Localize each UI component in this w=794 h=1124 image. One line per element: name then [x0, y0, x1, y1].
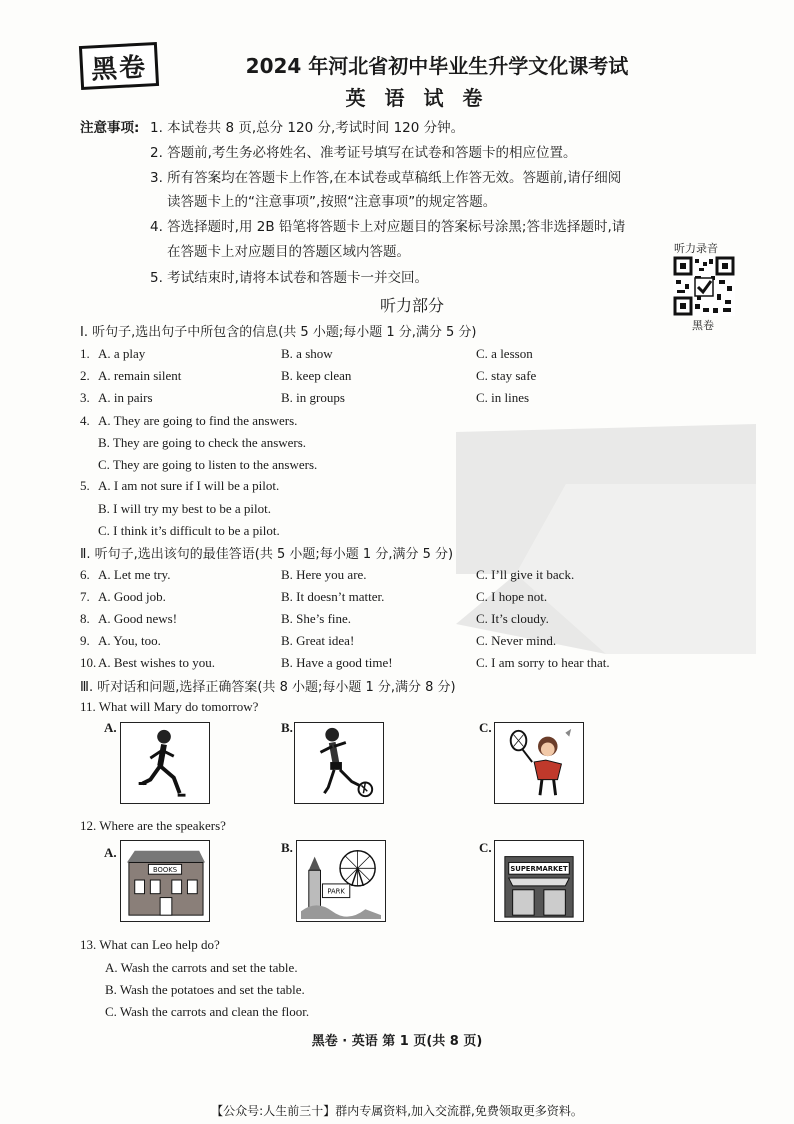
page-footer: 黑卷 · 英语 第 1 页(共 8 页): [311, 1034, 483, 1049]
picture-label-a: A.: [104, 845, 117, 860]
question-1: [80, 346, 90, 362]
picture-label-c: C.: [479, 720, 492, 735]
option-a[interactable]: A. I am not sure if I will be a pilot.: [98, 478, 280, 493]
exam-title: 2024 年河北省初中毕业生升学文化课考试: [245, 54, 629, 78]
question-number: 5.: [80, 478, 90, 493]
listening-section-title: 听力部分: [379, 296, 444, 315]
question-7: [80, 589, 90, 605]
option-c[interactable]: C. a lesson: [476, 346, 533, 361]
note-item: 3. 所有答案均在答题卡上作答,在本试卷或草稿纸上作答无效。答题前,请仔细阅: [150, 170, 622, 186]
option-a[interactable]: A. a play: [98, 346, 146, 361]
question-number: 4.: [80, 413, 90, 428]
promo-banner: 【公众号:人生前三十】群内专属资料,加入交流群,免费领取更多资料。: [211, 1104, 583, 1118]
note-item: 读答题卡上的“注意事项”,按照“注意事项”的规定答题。: [167, 194, 497, 210]
option-a[interactable]: A. remain silent: [98, 368, 182, 383]
option-b[interactable]: B. Wash the potatoes and set the table.: [105, 982, 305, 997]
option-b[interactable]: B. Have a good time!: [281, 655, 393, 670]
question-9: [80, 633, 90, 649]
park-sign: PARK: [327, 887, 345, 896]
option-c[interactable]: C. Wash the carrots and clean the floor.: [105, 1004, 310, 1019]
picture-label-a: A.: [104, 720, 117, 735]
option-a[interactable]: A. in pairs: [98, 390, 153, 405]
question-number: 10.: [80, 655, 97, 670]
question-13-text: 13. What can Leo help do?: [80, 937, 220, 952]
option-b[interactable]: B. in groups: [281, 390, 345, 405]
bookstore-picture-option[interactable]: [120, 840, 210, 922]
picture-label-b: B.: [281, 840, 293, 855]
picture-label-c: C.: [479, 840, 492, 855]
question-4: [80, 413, 90, 429]
running-picture-option[interactable]: [120, 722, 210, 804]
option-c[interactable]: C. They are going to listen to the answers.: [98, 457, 318, 472]
question-number: 9.: [80, 633, 90, 648]
question-5: [80, 478, 90, 494]
option-b[interactable]: B. She’s fine.: [281, 611, 352, 626]
part2-heading: Ⅱ. 听句子,选出该句的最佳答语(共 5 小题;每小题 1 分,满分 5 分): [80, 547, 454, 562]
note-item: 5. 考试结束时,请将本试卷和答题卡一并交回。: [150, 270, 428, 286]
option-a[interactable]: A. They are going to find the answers.: [98, 413, 298, 428]
qr-label: 听力录音: [674, 242, 718, 255]
note-item: 在答题卡上对应题目的答题区域内答题。: [167, 244, 410, 260]
question-8: [80, 611, 90, 627]
supermarket-sign: SUPERMARKET: [510, 865, 568, 874]
picture-label-b: B.: [281, 720, 293, 735]
question-10: [80, 655, 96, 671]
question-number: 6.: [80, 567, 90, 582]
option-b[interactable]: B. I will try my best to be a pilot.: [98, 501, 271, 516]
option-b[interactable]: B. Great idea!: [281, 633, 355, 648]
note-item: 2. 答题前,考生务必将姓名、准考证号填写在试卷和答题卡的相应位置。: [150, 145, 577, 161]
park-picture-option[interactable]: [296, 840, 386, 922]
option-b[interactable]: B. It doesn’t matter.: [281, 589, 385, 604]
part1-heading: Ⅰ. 听句子,选出句子中所包含的信息(共 5 小题;每小题 1 分,满分 5 分): [80, 325, 477, 340]
option-b[interactable]: B. Here you are.: [281, 567, 367, 582]
question-number: 3.: [80, 390, 90, 405]
question-number: 2.: [80, 368, 90, 383]
option-c[interactable]: C. stay safe: [476, 368, 537, 383]
question-number: 8.: [80, 611, 90, 626]
supermarket-picture-option[interactable]: [494, 840, 584, 922]
note-item: 1. 本试卷共 8 页,总分 120 分,考试时间 120 分钟。: [150, 120, 465, 136]
option-c[interactable]: C. Never mind.: [476, 633, 557, 648]
football-picture-option[interactable]: [294, 722, 384, 804]
badminton-picture-option[interactable]: [494, 722, 584, 804]
option-a[interactable]: A. Wash the carrots and set the table.: [105, 960, 298, 975]
option-b[interactable]: B. They are going to check the answers.: [98, 435, 307, 450]
option-c[interactable]: C. I hope not.: [476, 589, 548, 604]
question-3: [80, 390, 90, 406]
option-b[interactable]: B. a show: [281, 346, 333, 361]
option-a[interactable]: A. Good news!: [98, 611, 178, 626]
note-item: 4. 答选择题时,用 2B 铅笔将答题卡上对应题目的答案标号涂黑;答非选择题时,请: [150, 219, 626, 235]
option-c[interactable]: C. I think it’s difficult to be a pilot.: [98, 523, 280, 538]
question-11-text: 11. What will Mary do tomorrow?: [80, 699, 259, 714]
option-c[interactable]: C. I’ll give it back.: [476, 567, 575, 582]
bookstore-sign: BOOKS: [152, 866, 178, 875]
question-number: 7.: [80, 589, 90, 604]
exam-subtitle: 英 语 试 卷: [345, 86, 489, 110]
option-a[interactable]: A. Best wishes to you.: [98, 655, 215, 670]
option-c[interactable]: C. It’s cloudy.: [476, 611, 549, 626]
heijuan-logo: 黑卷: [79, 42, 159, 90]
option-c[interactable]: C. in lines: [476, 390, 530, 405]
question-2: [80, 368, 90, 384]
question-12-text: 12. Where are the speakers?: [80, 818, 226, 833]
option-a[interactable]: A. Let me try.: [98, 567, 171, 582]
question-6: [80, 567, 90, 583]
notes-label: 注意事项:: [80, 120, 140, 136]
question-number: 1.: [80, 346, 90, 361]
option-a[interactable]: A. You, too.: [98, 633, 161, 648]
part3-heading: Ⅲ. 听对话和问题,选择正确答案(共 8 小题;每小题 1 分,满分 8 分): [80, 680, 456, 695]
option-a[interactable]: A. Good job.: [98, 589, 166, 604]
option-b[interactable]: B. keep clean: [281, 368, 352, 383]
option-c[interactable]: C. I am sorry to hear that.: [476, 655, 610, 670]
qr-caption: 黑卷: [692, 319, 714, 332]
